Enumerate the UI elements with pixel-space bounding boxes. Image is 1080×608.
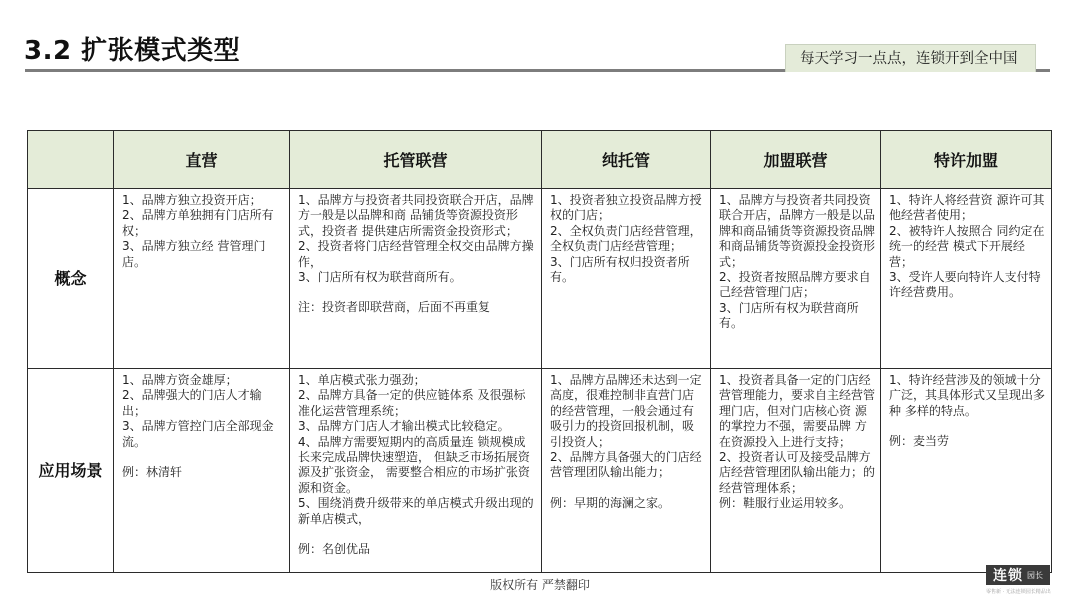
column-header-pure-managed: 纯托管 (542, 131, 711, 189)
cell-line: 1、投资者独立投资品牌方授权的门店； (550, 193, 702, 223)
column-header-direct: 直营 (114, 131, 290, 189)
logo-side-text: 园长 (1027, 570, 1043, 580)
spacer (122, 450, 284, 465)
table-cell (711, 369, 881, 573)
cell-line: 3、门店所有权归投资者所有。 (550, 254, 690, 285)
header-corner (28, 131, 114, 189)
cell-example: 例：早期的海澜之家。 (550, 495, 671, 510)
cell-line: 3、门店所有权为联营商所有。 (719, 300, 859, 331)
table-cell (114, 189, 290, 369)
cell-note: 注：投资者即联营商，后面不再重复 (298, 300, 491, 315)
cell-line: 2、投资者按照品牌方要求自 己经营管理门店； (719, 270, 871, 300)
cell-line: 2、品牌方单独拥有门店所有权； (122, 208, 274, 238)
cell-line: 2、品牌方具备强大的门店经营管理团队输出能力； (550, 450, 702, 480)
table-cell (290, 369, 542, 573)
cell-line: 2、全权负责门店经营管理，全权负责门店经营管理； (550, 223, 702, 254)
row-header-application: 应用场景 (28, 369, 114, 573)
cell-line: 4、品牌方需要短期内的高质量连 锁规模成长来完成品牌快速塑造， 但缺乏市场拓展资源及扩张资金， 需要整合相应的市场扩张资源和资金。 (298, 434, 530, 495)
spacer (889, 419, 1046, 434)
cell-line: 1、特许经营涉及的领域十分广泛，其具体形式又呈现出多种 多样的特点。 (889, 373, 1046, 418)
column-header-franchise-joint: 加盟联营 (711, 131, 881, 189)
cell-line: 1、投资者具备一定的门店经营管理能力，要求自主经营管理门店，但对门店核心资 源的掌控力不强，需要品牌 方在资源投入上进行支持； (719, 373, 876, 449)
table-header-row (28, 131, 1052, 189)
slogan-banner: 每天学习一点点，连锁开到全中国 (785, 44, 1036, 72)
cell-line: 3、门店所有权为联营商所有。 (298, 270, 462, 285)
copyright-footer: 版权所有 严禁翻印 (490, 578, 590, 592)
cell-example: 例：名创优品 (298, 542, 371, 557)
logo-caption: 零售新 · 无法连锁园长精品出 (986, 589, 1051, 595)
cell-line: 1、品牌方与投资者共同投资联合开店，品牌方一般是以品牌和商品铺货等资源投资品牌和商品铺货等资源投金投资形式； (719, 193, 876, 269)
table-cell (711, 189, 881, 369)
cell-example: 例：鞋服行业运用较多。 (719, 496, 852, 511)
cell-line: 5、围绕消费升级带来的单店模式升级出现的新单店模式， (298, 496, 534, 526)
cell-line: 1、单店模式张力强劲； (298, 373, 426, 387)
spacer (550, 481, 705, 496)
spacer (298, 527, 536, 542)
cell-line: 1、品牌方与投资者共同投资联合开店，品牌方一般是以品牌和商 品铺货等资源投资形式，投资者 提供建店所需资金投资形式； (298, 193, 534, 238)
table-cell (114, 369, 290, 573)
cell-line: 1、品牌方品牌还未达到一定高度，很难控制非直营门店的经营管理，一般会通过有吸引力的投资回报机制，吸引投资人； (550, 373, 702, 449)
cell-example: 例：麦当劳 (889, 434, 950, 449)
cell-line: 3、品牌方门店人才输出模式比较稳定。 (298, 419, 510, 434)
column-header-managed-joint: 托管联营 (290, 131, 542, 189)
page-title: 3.2 扩张模式类型 (24, 36, 241, 66)
expansion-mode-table (27, 130, 1052, 573)
brand-logo (986, 565, 1050, 585)
table-row-application (28, 369, 1052, 573)
cell-line: 2、品牌强大的门店人才输出； (122, 388, 262, 418)
table-cell (290, 189, 542, 369)
spacer (298, 285, 536, 300)
cell-line: 2、投资者认可及接受品牌方店经营管理团队输出能力；的经营管理体系； (719, 450, 876, 495)
cell-line: 1、品牌方独立投资开店； (122, 193, 262, 207)
table-cell (881, 369, 1052, 573)
table-cell (542, 369, 711, 573)
row-header-concept: 概念 (28, 189, 114, 369)
table-row-concept (28, 189, 1052, 369)
cell-line: 2、被特许人按照合 同约定在统一的经营 模式下开展经营； (889, 223, 1045, 269)
column-header-licensed-franchise: 特许加盟 (881, 131, 1052, 189)
cell-line: 3、品牌方管控门店全部现金流。 (122, 419, 274, 449)
cell-line: 1、特许人将经营资 源许可其他经营者使用； (889, 193, 1045, 223)
cell-line: 1、品牌方资金雄厚； (122, 373, 238, 387)
cell-example: 例：林清轩 (122, 465, 183, 480)
table-cell (881, 189, 1052, 369)
cell-line: 3、品牌方独立经 营管理门店。 (122, 239, 266, 269)
logo-main-text: 连锁 (993, 568, 1023, 584)
cell-line: 3、受许人要向特许人支付特许经营费用。 (889, 270, 1041, 300)
table-cell (542, 189, 711, 369)
cell-line: 2、品牌方具备一定的供应链体系 及很强标准化运营管理系统； (298, 388, 526, 418)
cell-line: 2、投资者将门店经营管理全权交由品牌方操作， (298, 239, 534, 269)
